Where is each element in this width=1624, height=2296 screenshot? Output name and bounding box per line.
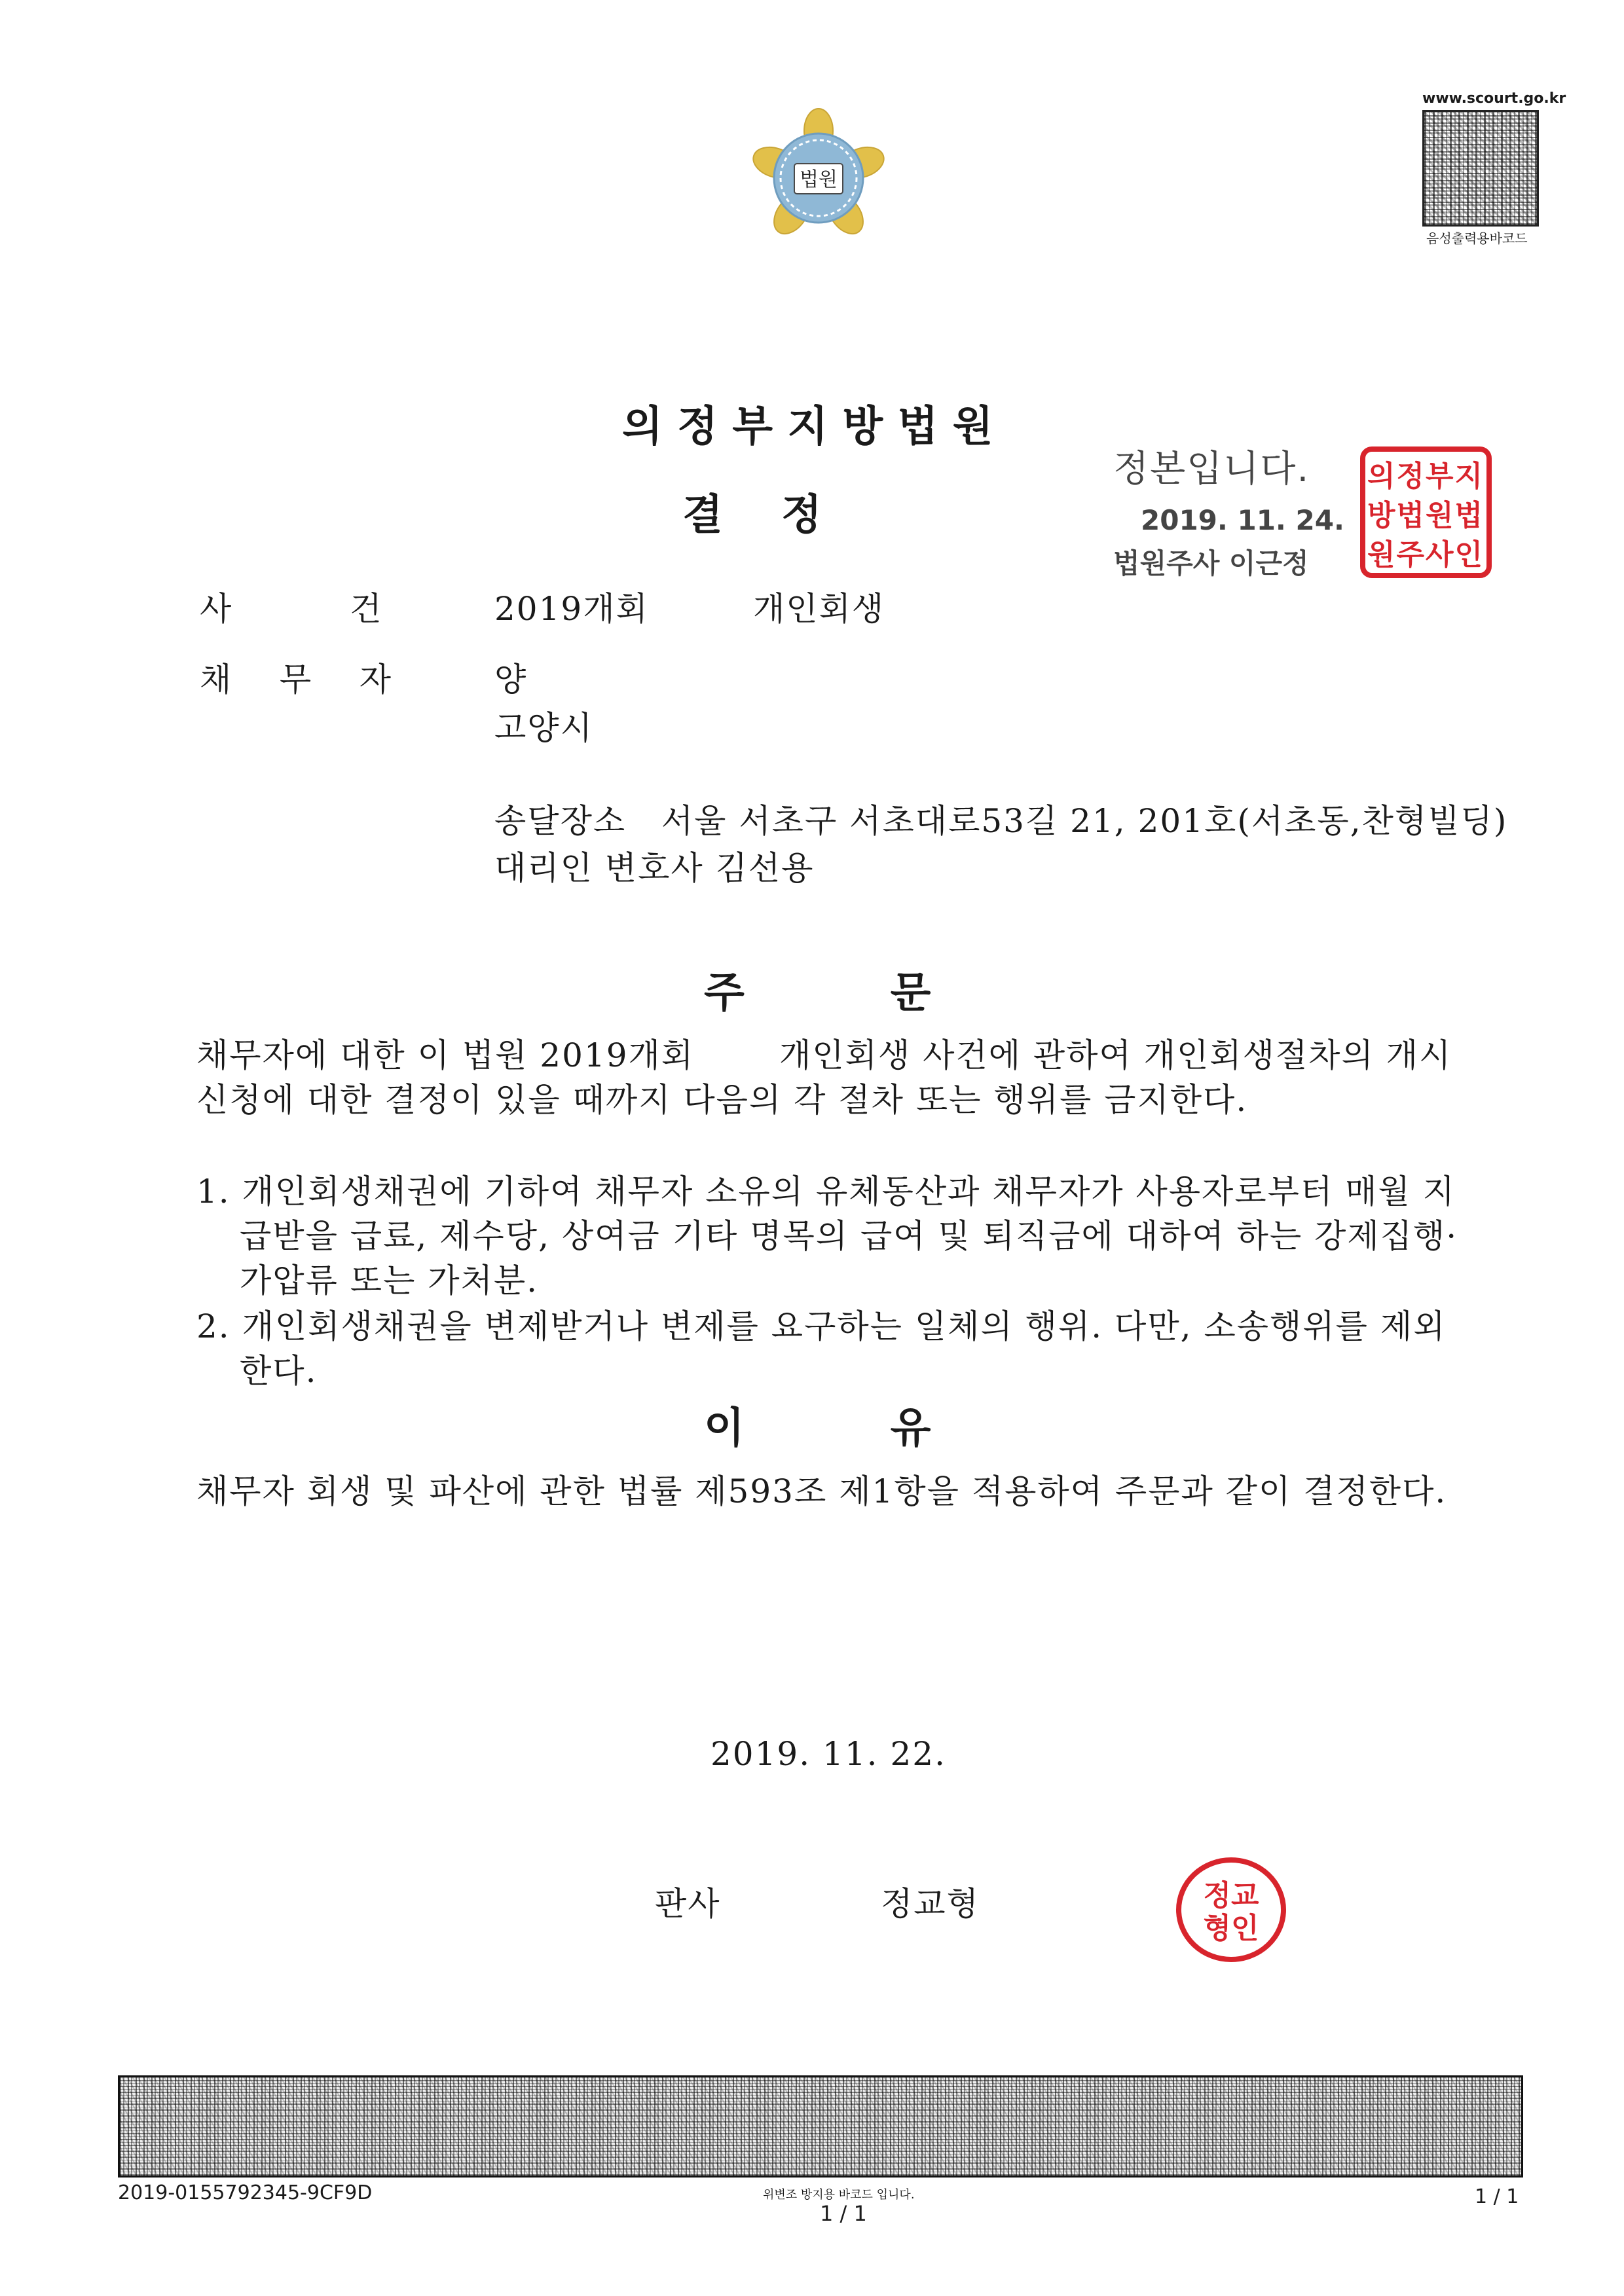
- anti-forgery-barcode: [118, 2075, 1523, 2178]
- legal-agent: 대리인 변호사 김선용: [494, 849, 815, 887]
- order-item-1-line1: 1. 개인회생채권에 기하여 채무자 소유의 유체동산과 채무자가 사용자로부터 매월 지: [196, 1173, 1456, 1211]
- case-name: 개인회생: [753, 590, 885, 628]
- voice-output-qr-code: [1422, 110, 1539, 227]
- svg-text:방법원법: 방법원법: [1367, 499, 1485, 532]
- case-label: 사 건: [200, 590, 383, 628]
- barcode-note: 위변조 방지용 바코드 입니다.: [763, 2188, 915, 2202]
- service-address: 송달장소 서울 서초구 서초대로53길 21, 201호(서초동,찬형빌딩): [494, 802, 1508, 840]
- order-intro-line2: 신청에 대한 결정이 있을 때까지 다음의 각 절차 또는 행위를 금지한다.: [196, 1081, 1248, 1119]
- certification-officer: 법원주사 이근정: [1113, 547, 1309, 579]
- debtor-address: 고양시: [494, 709, 593, 747]
- order-item-2-line2: 한다.: [240, 1352, 318, 1390]
- case-number: 2019개회: [494, 590, 649, 628]
- page-number-center: 1 / 1: [820, 2201, 867, 2226]
- judge-name: 정교형: [881, 1885, 980, 1923]
- order-item-1-line2: 급받을 급료, 제수당, 상여금 기타 명목의 급여 및 퇴직금에 대하여 하는 강제집행·: [240, 1217, 1458, 1255]
- order-item-2-line1: 2. 개인회생채권을 변제받거나 변제를 요구하는 일체의 행위. 다만, 소송행위를 제외: [196, 1307, 1447, 1345]
- certification-title: 정본입니다.: [1113, 448, 1310, 490]
- court-name: 의 정 부 지 방 법 원: [622, 403, 993, 451]
- reason-heading: 이 유: [704, 1404, 931, 1453]
- order-heading: 주 문: [704, 969, 931, 1017]
- reason-text: 채무자 회생 및 파산에 관한 법률 제593조 제1항을 적용하여 주문과 같이 결정한다.: [196, 1472, 1447, 1510]
- order-item-1-line3: 가압류 또는 가처분.: [240, 1262, 539, 1300]
- svg-text:원주사인: 원주사인: [1367, 538, 1485, 572]
- debtor-name: 양: [494, 661, 528, 699]
- emblem-text: 법원: [800, 168, 838, 191]
- court-clerk-seal: [1359, 445, 1493, 579]
- svg-text:정교: 정교: [1203, 1879, 1259, 1912]
- svg-text:의정부지: 의정부지: [1367, 460, 1485, 493]
- page-number-right: 1 / 1: [1475, 2185, 1519, 2208]
- debtor-label: 채 무 자: [200, 661, 393, 699]
- judge-title: 판사: [655, 1885, 721, 1923]
- site-url: www.scourt.go.kr: [1422, 90, 1566, 107]
- judge-seal: [1172, 1853, 1290, 1967]
- barcode-caption: 음성출력용바코드: [1426, 230, 1528, 246]
- order-intro-line1a: 채무자에 대한 이 법원 2019개회: [196, 1036, 695, 1074]
- decision-date: 2019. 11. 22.: [710, 1735, 946, 1773]
- svg-text:형인: 형인: [1203, 1912, 1259, 1945]
- order-intro-line1b: 개인회생 사건에 관하여 개인회생절차의 개시: [779, 1036, 1452, 1074]
- certification-date: 2019. 11. 24.: [1141, 504, 1344, 536]
- document-type: 결 정: [682, 491, 822, 539]
- court-emblem-logo: [743, 105, 894, 249]
- document-id: 2019-0155792345-9CF9D: [118, 2181, 373, 2204]
